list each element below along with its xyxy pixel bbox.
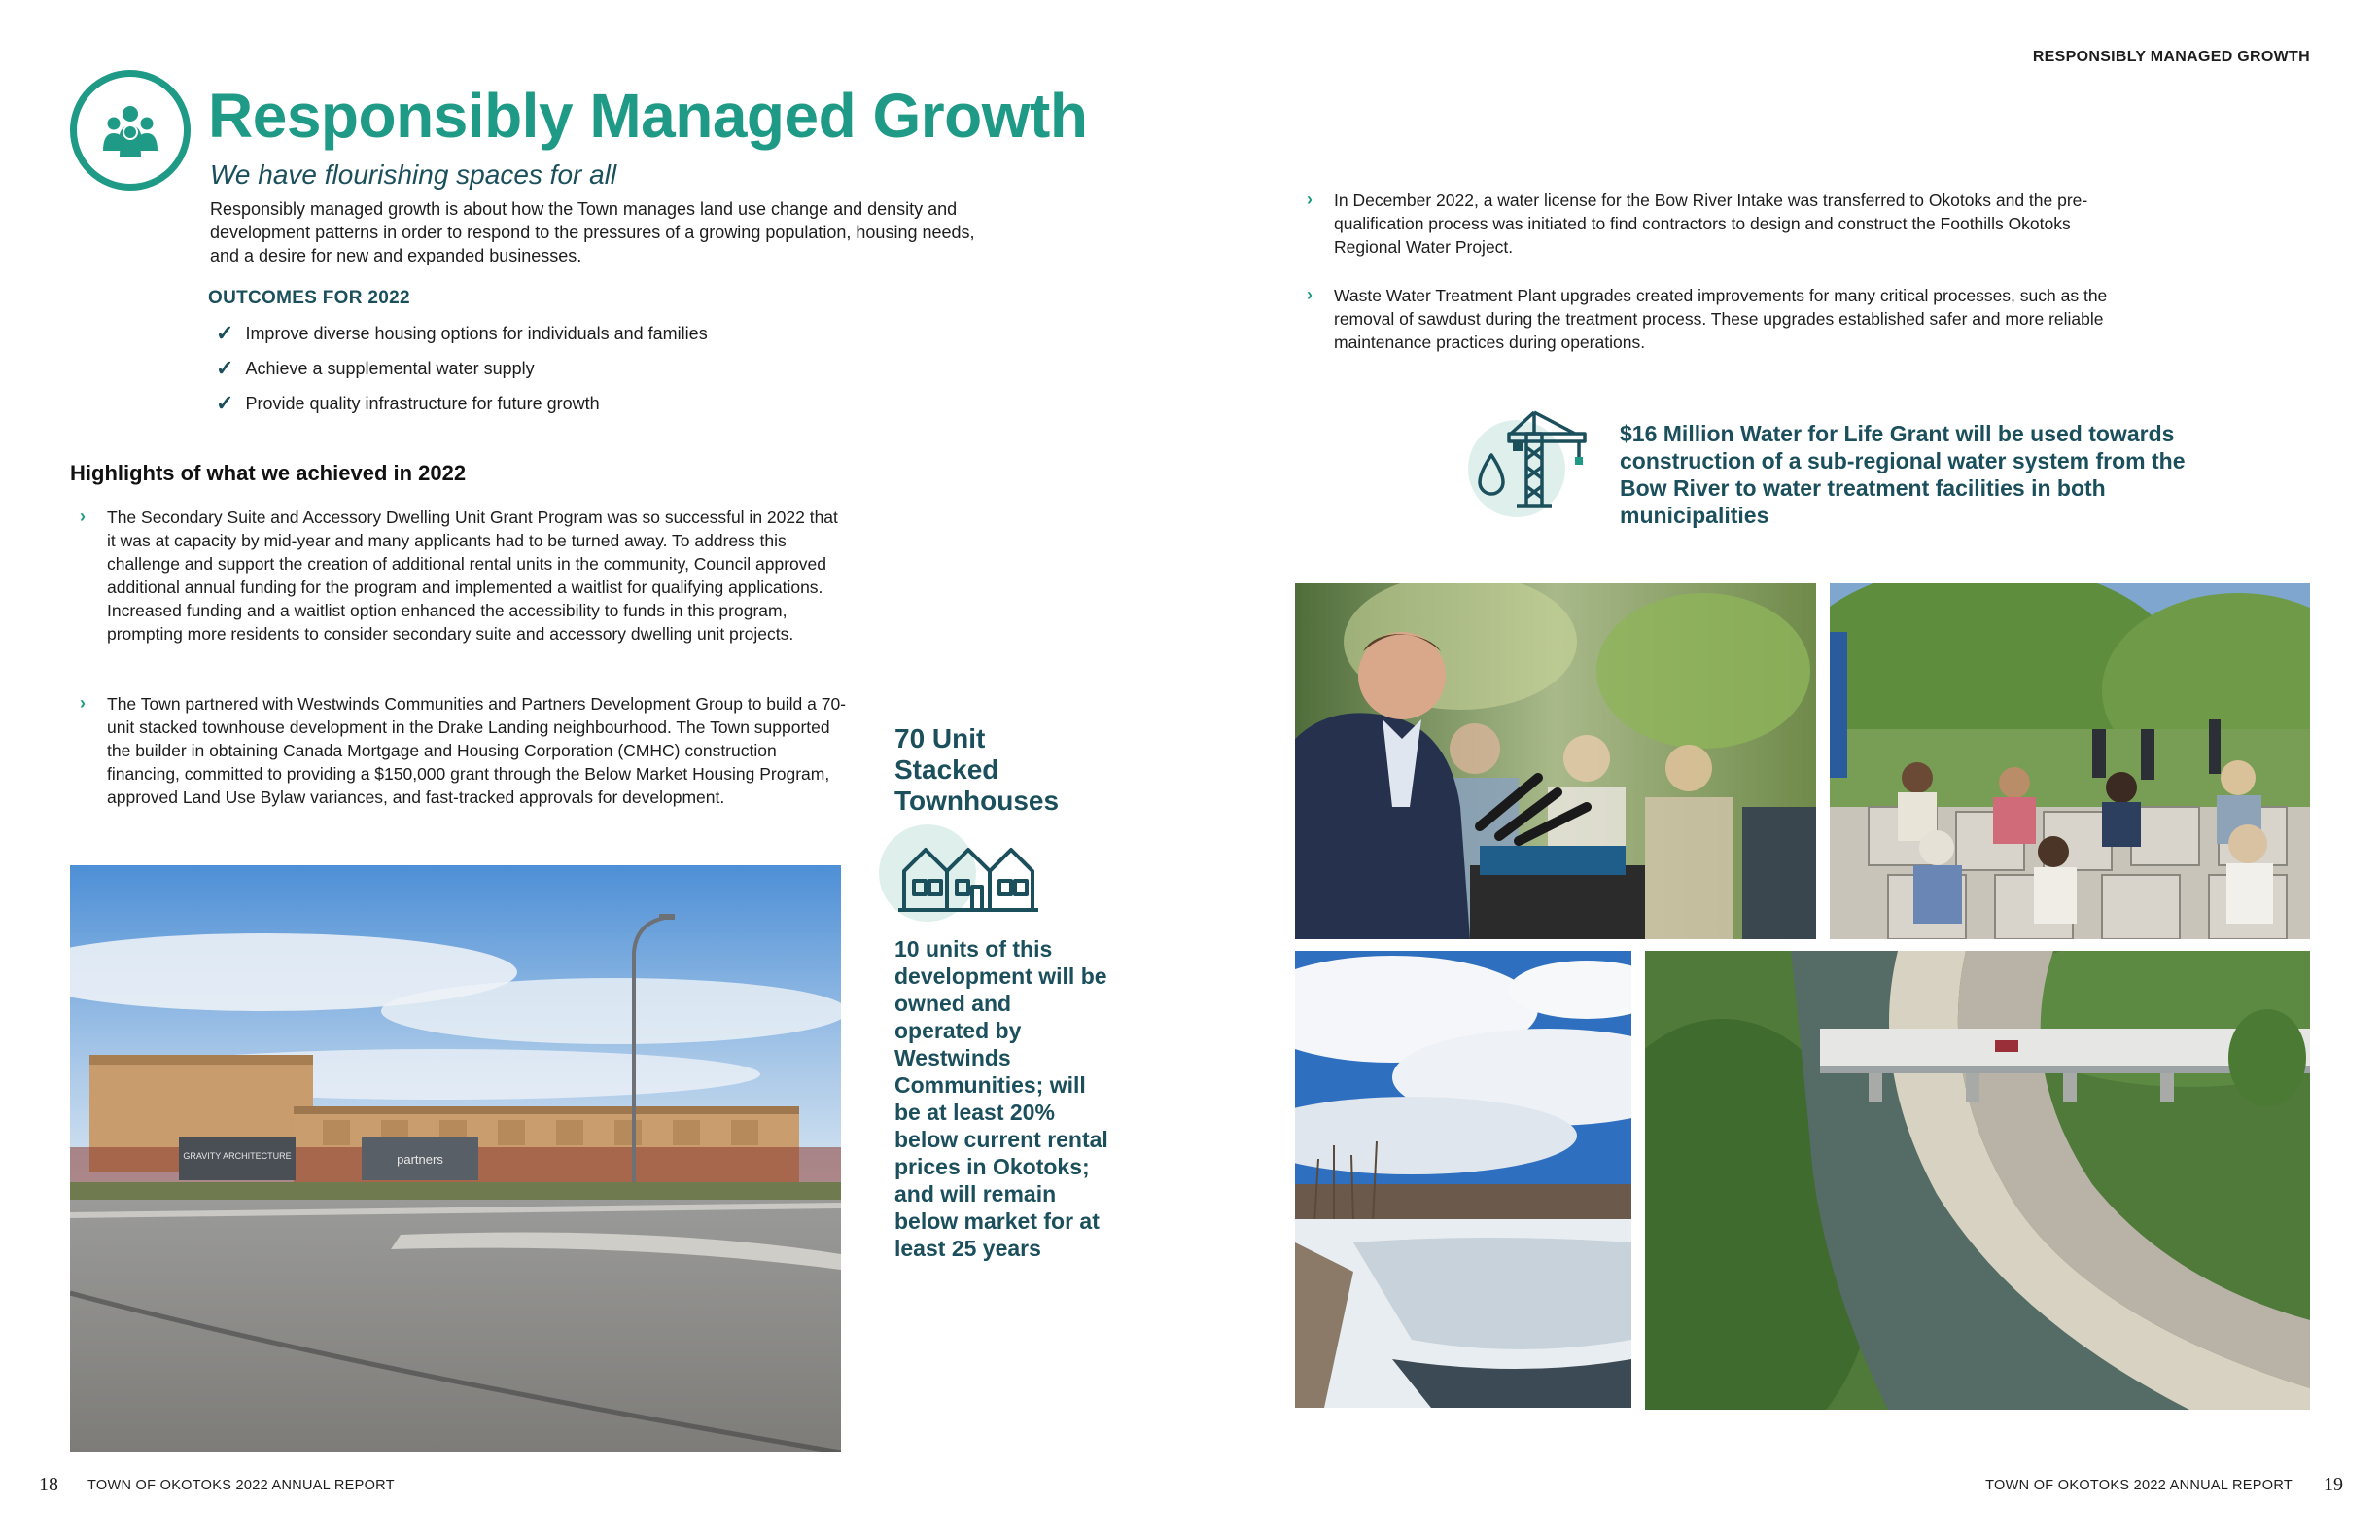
footer-right-text: TOWN OF OKOTOKS 2022 ANNUAL REPORT: [1985, 1478, 2292, 1493]
townhouse-callout-title: 70 Unit Stacked Townhouses: [894, 723, 1060, 816]
bow-river-bridge-photo: [1645, 951, 2310, 1410]
page-number-right: 19: [2324, 1474, 2343, 1495]
outcome-item: [216, 323, 708, 344]
chevron-right-icon: ›: [1307, 285, 1312, 304]
checkmark-icon: ✓: [216, 391, 234, 415]
highlight-item: [80, 692, 848, 809]
highlight-item: [1307, 284, 2114, 354]
running-head: RESPONSIBLY MANAGED GROWTH: [2032, 49, 2310, 65]
outcome-item: [216, 358, 535, 379]
water-crane-icon: [1458, 399, 1604, 530]
signage-text: partners: [397, 1152, 443, 1167]
highlight-text: The Town partnered with Westwinds Communities and Partners Development Group to build a 70-unit stacked townhouse development in the Drake Landing neighbourhood. The Town supported the builder in obtaining Canada Mortgage and Housing Corporation (CMHC) construction financing, committed to providing a $150,000 grant through the Below Market Housing Program, approved Land Use Bylaw variances, and fast-tracked approvals for development.: [107, 694, 847, 807]
chevron-right-icon: ›: [80, 693, 86, 713]
chevron-right-icon: ›: [80, 507, 86, 526]
chevron-right-icon: ›: [1307, 190, 1312, 209]
checkmark-icon: ✓: [216, 321, 234, 345]
townhouse-callout-body: 10 units of this development will be owned and operated by Westwinds Communities; will be at least 20% below current rental prices in Okotoks; and will remain below market for at least 25 years: [894, 936, 1108, 1261]
outcome-text: Provide quality infrastructure for future growth: [245, 393, 600, 413]
highlight-text: In December 2022, a water license for the Bow River Intake was transferred to Okotoks and the pre-qualification process was initiated to find contractors to design and construct the Foothills Okotoks Regional Water Project.: [1334, 191, 2088, 257]
outcome-text: Improve diverse housing options for individuals and families: [245, 323, 708, 343]
outdoor-audience-photo: [1830, 583, 2310, 939]
townhouse-construction-photo: [70, 865, 841, 1452]
page-subtitle: We have flourishing spaces for all: [210, 159, 617, 190]
signage-text: GRAVITY ARCHITECTURE: [183, 1151, 292, 1161]
page-number-left: 18: [39, 1474, 58, 1495]
highlight-text: The Secondary Suite and Accessory Dwelling Unit Grant Program was so successful in 2022 that it was at capacity by mid-year and many applicants had to be turned away. To address this challenge and support the creation of additional rental units in the community, Council approved additional annual funding for the program and implemented a waitlist for qualifying applications. Increased funding and a waitlist option enhanced the accessibility to funds in this program, prompting more residents to consider secondary suite and accessory dwelling unit projects.: [107, 508, 838, 644]
checkmark-icon: ✓: [216, 356, 234, 380]
page-title: Responsibly Managed Growth: [208, 81, 1088, 151]
outcomes-heading: OUTCOMES FOR 2022: [208, 288, 410, 308]
speaker-podium-photo: [1295, 583, 1816, 939]
townhouses-icon: [871, 817, 1066, 928]
intro-paragraph: Responsibly managed growth is about how the Town manages land use change and density and development patterns in order to respond to the pressures of a growing population, housing needs, and a desire for new and expanded businesses.: [210, 199, 975, 265]
outcome-text: Achieve a supplemental water supply: [245, 358, 535, 378]
highlight-item: [1307, 189, 2114, 259]
highlight-item: [80, 506, 848, 646]
highlights-heading: Highlights of what we achieved in 2022: [70, 461, 467, 485]
footer-left-text: TOWN OF OKOTOKS 2022 ANNUAL REPORT: [88, 1478, 395, 1493]
people-group-icon: [70, 70, 191, 191]
water-grant-callout: $16 Million Water for Life Grant will be used towards construction of a sub-regional water system from the Bow River to water treatment facilities in both municipalities: [1620, 421, 2186, 528]
outcome-item: [216, 393, 600, 414]
frozen-river-photo: [1295, 951, 1631, 1408]
highlight-text: Waste Water Treatment Plant upgrades created improvements for many critical processes, such as the removal of sawdust during the treatment process. These upgrades established safer and more reliable maintenance practices during operations.: [1334, 286, 2108, 352]
